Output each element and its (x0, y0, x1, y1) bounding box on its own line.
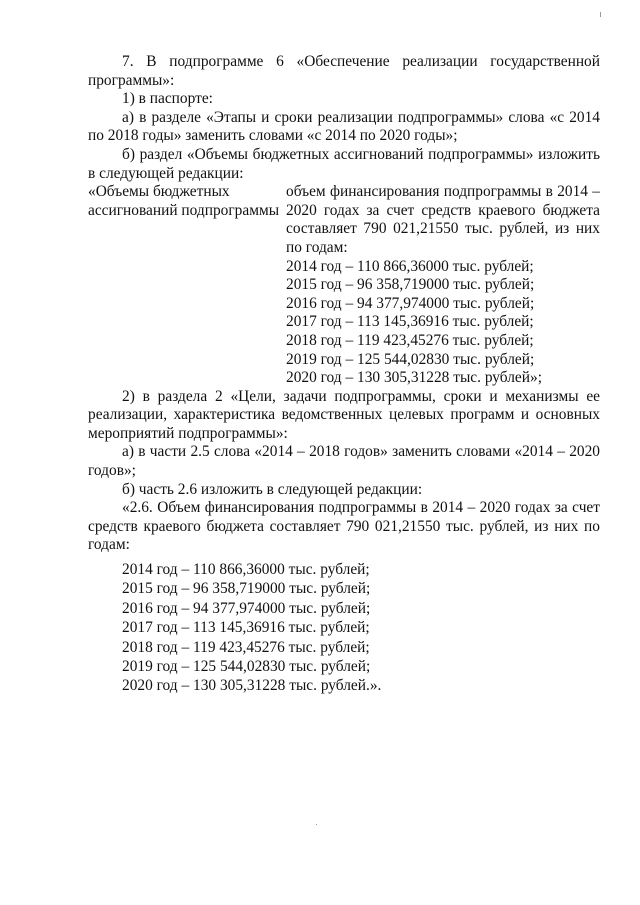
scan-mark (600, 12, 601, 17)
year-list-item: 2020 год – 130 305,31228 тыс. рублей.». (122, 677, 382, 695)
passport-table-intro: объем финансирования подпрограммы в 2014 – 2020 годах за счет средств краевого бюджета составляет 790 021,21550 тыс. рублей, из них по годам: (286, 183, 600, 256)
passport-year-row: 2019 год – 125 544,02830 тыс. рублей; (286, 350, 535, 368)
passport-table (88, 183, 600, 388)
year-list-item: 2017 год – 113 145,36916 тыс. рублей; (122, 619, 370, 637)
scan-mark (316, 824, 317, 825)
paragraph-a-part-2-5: а) в части 2.5 слова «2014 – 2018 годов» заменить словами «2014 – 2020 годов»; (88, 443, 600, 480)
paragraph-2-6-text: «2.6. Объем финансирования подпрограммы в 2014 – 2020 годах за счет средств краевого бюджета составляет 790 021,21550 тыс. рублей, из них по годам: (88, 499, 600, 554)
passport-year-row: 2017 год – 113 145,36916 тыс. рублей; (286, 313, 534, 331)
year-list-item: 2015 год – 96 358,719000 тыс. рублей; (122, 580, 371, 598)
paragraph-item-7: 7. В подпрограмме 6 «Обеспечение реализации государственной программы»: (88, 53, 600, 89)
paragraph-section-2: 2) в раздела 2 «Цели, задачи подпрограммы, сроки и механизмы ее реализации, характеристика ведомственных целевых программ и основных мероприятий подпрограммы»: (88, 387, 600, 442)
paragraph-b-volumes: б) раздел «Объемы бюджетных ассигнований подпрограммы» изложить в следующей редакции: (88, 145, 600, 182)
passport-year-row: 2018 год – 119 423,45276 тыс. рублей; (286, 331, 534, 349)
passport-year-row: 2014 год – 110 866,36000 тыс. рублей; (286, 257, 534, 275)
passport-year-row: 2020 год – 130 305,31228 тыс. рублей»; (286, 369, 542, 387)
paragraph-b-part-2-6: б) часть 2.6 изложить в следующей редакции: (122, 480, 423, 498)
year-list-item: 2014 год – 110 866,36000 тыс. рублей; (122, 561, 370, 579)
document-body (88, 53, 600, 696)
paragraph-passport: 1) в паспорте: (122, 90, 213, 108)
passport-table-label: «Объемы бюджетных ассигнований подпрограммы (88, 183, 280, 219)
year-list-item: 2019 год – 125 544,02830 тыс. рублей; (122, 658, 371, 676)
year-list-item: 2016 год – 94 377,974000 тыс. рублей; (122, 599, 371, 617)
paragraph-a-stages: а) в разделе «Этапы и сроки реализации подпрограммы» слова «с 2014 по 2018 годы» заменить словами «с 2014 по 2020 годы»; (88, 108, 600, 145)
passport-year-row: 2016 год – 94 377,974000 тыс. рублей; (286, 294, 535, 312)
year-list-item: 2018 год – 119 423,45276 тыс. рублей; (122, 638, 370, 656)
year-list (122, 560, 600, 696)
passport-table-value (286, 183, 600, 388)
passport-year-row: 2015 год – 96 358,719000 тыс. рублей; (286, 276, 535, 294)
